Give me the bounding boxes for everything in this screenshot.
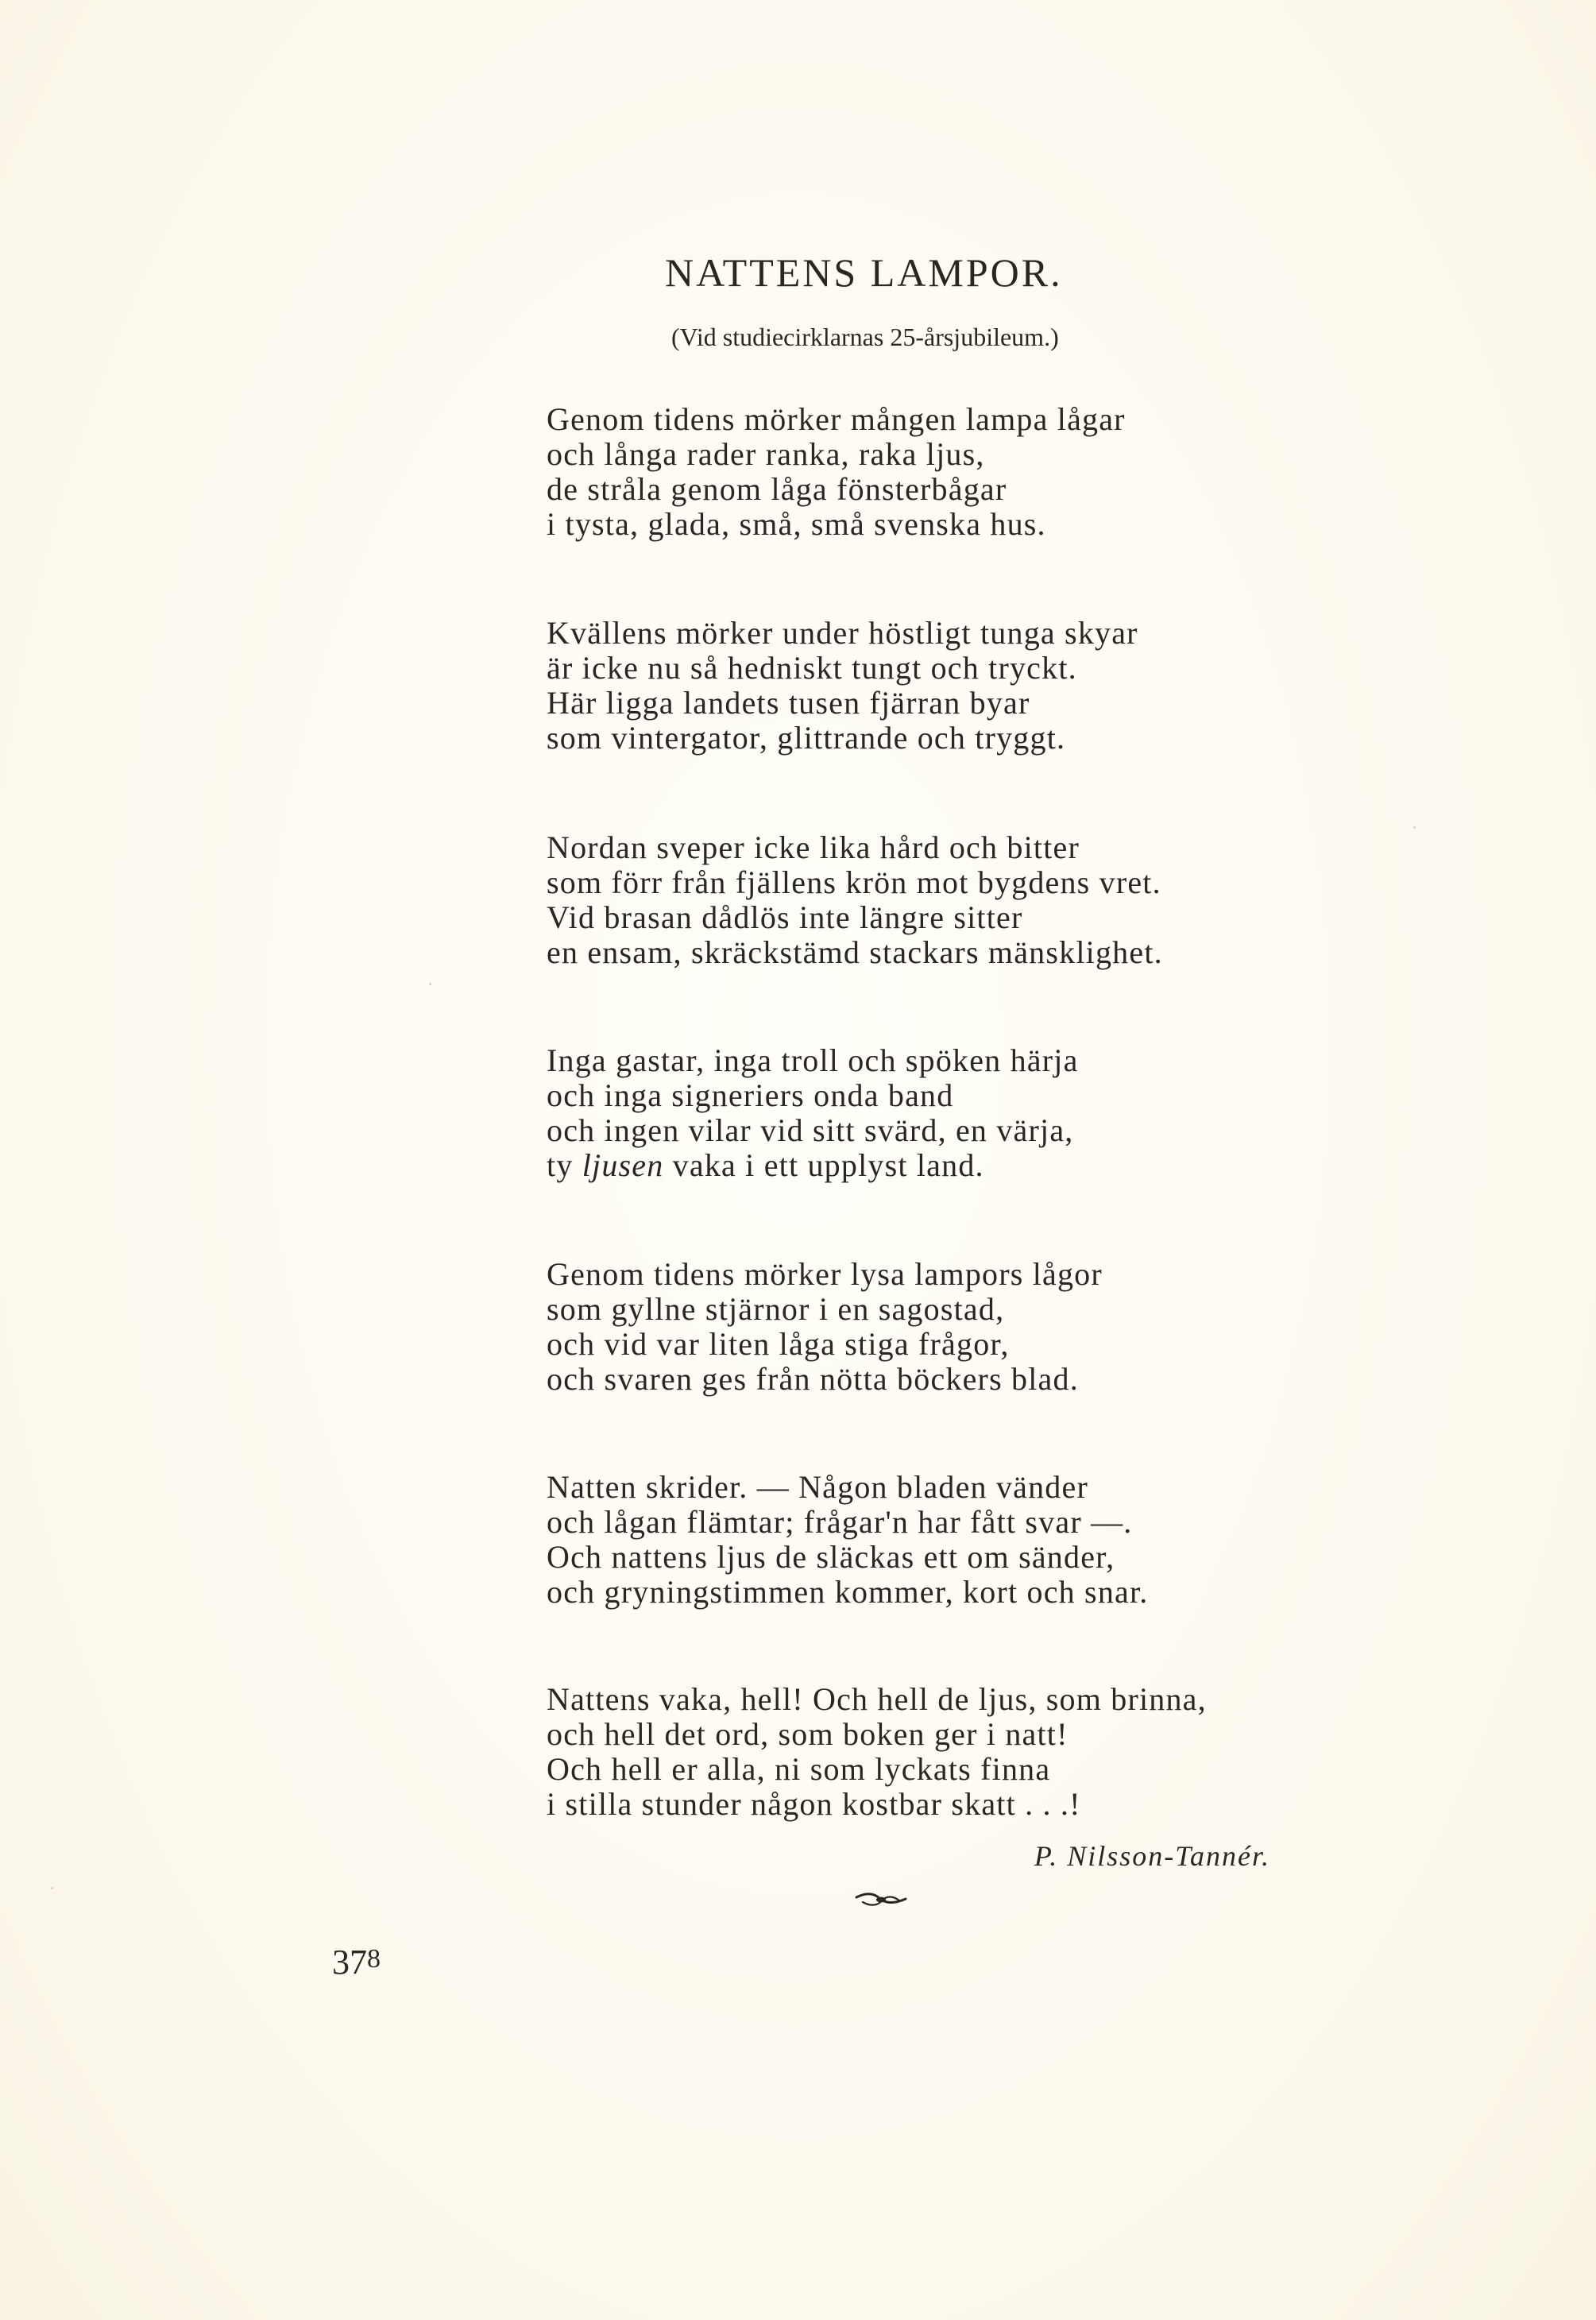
stanza-line: i stilla stunder någon kostbar skatt . . .! bbox=[547, 1786, 1081, 1822]
stanza-line: som vintergator, glittrande och tryggt. bbox=[547, 720, 1066, 756]
stanza-line: och vid var liten låga stiga frågor, bbox=[547, 1326, 1010, 1362]
stanza-line: och ingen vilar vid sitt svärd, en värja, bbox=[547, 1112, 1074, 1148]
stanza-line: och lågan flämtar; frågar'n har fått svar —. bbox=[547, 1504, 1133, 1540]
stanza-line-with-italic bbox=[547, 1148, 1079, 1183]
stanza-line: Här ligga landets tusen fjärran byar bbox=[547, 685, 1030, 721]
stanza-line: Inga gastar, inga troll och spöken härja bbox=[547, 1042, 1079, 1078]
page-number-raised-digit: 8 bbox=[367, 1944, 381, 1974]
stanza-5 bbox=[547, 1257, 1103, 1397]
stanza-line: som gyllne stjärnor i en sagostad, bbox=[547, 1291, 1005, 1327]
paper-speck bbox=[1413, 826, 1416, 829]
stanza-line: en ensam, skräckstämd stackars mänsklighet. bbox=[547, 934, 1163, 970]
stanza-line: Kvällens mörker under höstligt tunga skyar bbox=[547, 615, 1138, 651]
stanza-line: och svaren ges från nötta böckers blad. bbox=[547, 1361, 1079, 1397]
stanza-line: Nattens vaka, hell! Och hell de ljus, som brinna, bbox=[547, 1681, 1207, 1717]
stanza-line: Och hell er alla, ni som lyckats finna bbox=[547, 1751, 1051, 1787]
stanza-line: och långa rader ranka, raka ljus, bbox=[547, 436, 985, 472]
italic-word: ljusen bbox=[582, 1147, 664, 1183]
stanza-line: Natten skrider. — Någon bladen vänder bbox=[547, 1469, 1088, 1505]
page-number bbox=[332, 1945, 381, 1980]
paper-speck bbox=[51, 1887, 53, 1889]
fleuron-icon bbox=[855, 1891, 907, 1908]
stanza-7 bbox=[547, 1682, 1207, 1822]
stanza-line: Genom tidens mörker mången lampa lågar bbox=[547, 401, 1126, 437]
stanza-line: och gryningstimmen kommer, kort och snar. bbox=[547, 1574, 1149, 1610]
stanza-4 bbox=[547, 1043, 1079, 1183]
line-prefix: ty bbox=[547, 1147, 574, 1183]
paper-speck bbox=[429, 983, 431, 985]
stanza-line: som förr från fjällens krön mot bygdens vret. bbox=[547, 864, 1161, 900]
poem-title: NATTENS LAMPOR. bbox=[665, 250, 1063, 295]
stanza-line: Nordan sveper icke lika hård och bitter bbox=[547, 829, 1080, 865]
stanza-line: och inga signeriers onda band bbox=[547, 1077, 954, 1113]
author-signature: P. Nilsson-Tannér. bbox=[1034, 1840, 1270, 1872]
stanza-line: i tysta, glada, små, små svenska hus. bbox=[547, 506, 1046, 542]
stanza-line: Och nattens ljus de släckas ett om sänder, bbox=[547, 1539, 1115, 1575]
stanza-2 bbox=[547, 616, 1138, 756]
stanza-line: Genom tidens mörker lysa lampors lågor bbox=[547, 1256, 1103, 1292]
stanza-line: är icke nu så hedniskt tungt och tryckt. bbox=[547, 650, 1077, 686]
stanza-line: Vid brasan dådlös inte längre sitter bbox=[547, 899, 1023, 935]
stanza-1 bbox=[547, 402, 1126, 542]
page-number-digits: 37 bbox=[332, 1943, 367, 1982]
stanza-6 bbox=[547, 1470, 1148, 1610]
poem-subtitle: (Vid studiecirklarnas 25-årsjubileum.) bbox=[671, 323, 1059, 351]
stanza-3 bbox=[547, 830, 1163, 970]
stanza-line: de stråla genom låga fönsterbågar bbox=[547, 471, 1007, 507]
stanza-line: och hell det ord, som boken ger i natt! bbox=[547, 1716, 1069, 1752]
line-rest: vaka i ett upplyst land. bbox=[672, 1147, 984, 1183]
